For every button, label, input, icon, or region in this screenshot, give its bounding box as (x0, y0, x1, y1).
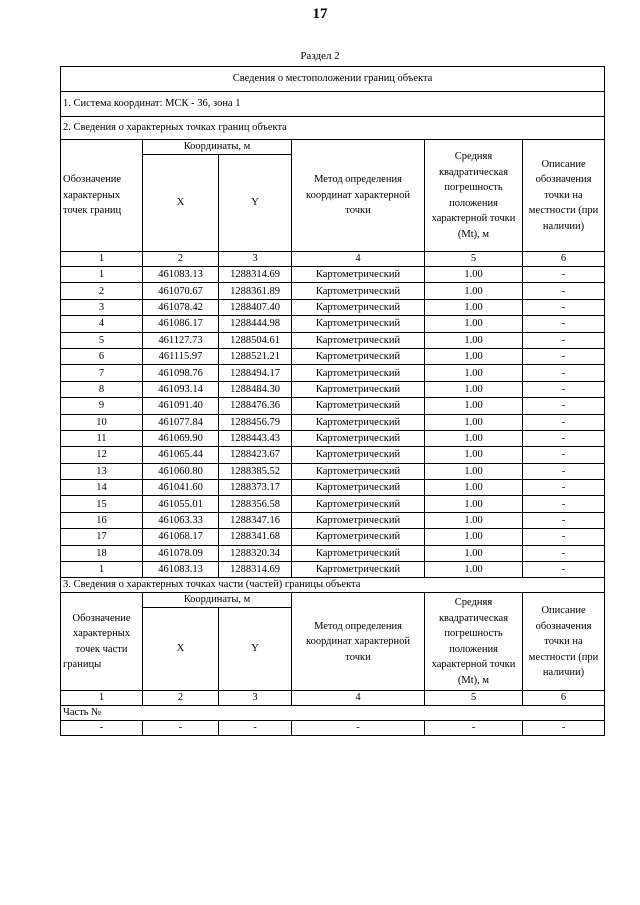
column-numbers-row (61, 252, 605, 267)
header3-y: Y (219, 608, 292, 691)
description-cell: - (523, 348, 605, 364)
header3-description: Описание обозначения точки на местности (при наличии) (523, 593, 605, 691)
coord-x-cell: 461093.14 (143, 381, 219, 397)
description-cell: - (523, 299, 605, 315)
method-cell: Картометрический (292, 430, 425, 446)
col-number: 1 (61, 252, 143, 267)
coord-y-cell: 1288341.68 (219, 529, 292, 545)
table-row (61, 332, 605, 348)
description-cell: - (523, 562, 605, 578)
point-number-cell: 13 (61, 463, 143, 479)
error-mt-cell: 1.00 (425, 480, 523, 496)
description-cell: - (523, 463, 605, 479)
method-cell: Картометрический (292, 480, 425, 496)
table-row (61, 414, 605, 430)
coord-x-cell: 461083.13 (143, 562, 219, 578)
error-mt-cell: 1.00 (425, 430, 523, 446)
method-cell: Картометрический (292, 496, 425, 512)
point-number-cell: 3 (61, 299, 143, 315)
section-title: Раздел 2 (300, 50, 340, 62)
description-cell: - (523, 283, 605, 299)
coord-y-cell: 1288456.79 (219, 414, 292, 430)
description-cell: - (523, 365, 605, 381)
header-error: Средняя квадратическая погрешность положения характерной точки (Mt), м (425, 140, 523, 252)
coord-y-cell: 1288385.52 (219, 463, 292, 479)
table-row (61, 365, 605, 381)
table-title: Сведения о местоположении границ объекта (61, 67, 605, 92)
empty-cell: - (425, 721, 523, 736)
point-number-cell: 4 (61, 316, 143, 332)
coord-x-cell: 461060.80 (143, 463, 219, 479)
error-mt-cell: 1.00 (425, 381, 523, 397)
description-cell: - (523, 496, 605, 512)
description-cell: - (523, 267, 605, 283)
table-row (61, 529, 605, 545)
point-number-cell: 7 (61, 365, 143, 381)
empty-cell: - (143, 721, 219, 736)
description-cell: - (523, 332, 605, 348)
table-row (61, 348, 605, 364)
col-number: 6 (523, 691, 605, 706)
coord-y-cell: 1288356.58 (219, 496, 292, 512)
point-number-cell: 17 (61, 529, 143, 545)
col-number: 5 (425, 691, 523, 706)
method-cell: Картометрический (292, 512, 425, 528)
error-mt-cell: 1.00 (425, 545, 523, 561)
coord-x-cell: 461069.90 (143, 430, 219, 446)
coord-system: 1. Система координат: МСК - 36, зона 1 (61, 92, 605, 117)
point-number-cell: 2 (61, 283, 143, 299)
column-numbers-row-3 (61, 691, 605, 706)
method-cell: Картометрический (292, 299, 425, 315)
description-cell: - (523, 545, 605, 561)
point-number-cell: 9 (61, 398, 143, 414)
empty-cell: - (292, 721, 425, 736)
header3-method: Метод определения координат характерной точки (292, 593, 425, 691)
method-cell: Картометрический (292, 529, 425, 545)
method-cell: Картометрический (292, 316, 425, 332)
coord-x-cell: 461055.01 (143, 496, 219, 512)
coord-x-cell: 461063.33 (143, 512, 219, 528)
col-number: 4 (292, 252, 425, 267)
col-number: 5 (425, 252, 523, 267)
header-x: X (143, 155, 219, 252)
coord-x-cell: 461068.17 (143, 529, 219, 545)
point-number-cell: 16 (61, 512, 143, 528)
table-row (61, 398, 605, 414)
page-number: 17 (312, 6, 328, 22)
coord-y-cell: 1288320.34 (219, 545, 292, 561)
coord-x-cell: 461086.17 (143, 316, 219, 332)
description-cell: - (523, 529, 605, 545)
table-row (61, 480, 605, 496)
section2-title: 2. Сведения о характерных точках границ объекта (61, 117, 605, 140)
method-cell: Картометрический (292, 267, 425, 283)
coord-y-cell: 1288484.30 (219, 381, 292, 397)
coord-y-cell: 1288361.89 (219, 283, 292, 299)
method-cell: Картометрический (292, 545, 425, 561)
error-mt-cell: 1.00 (425, 365, 523, 381)
header3-error: Средняя квадратическая погрешность положения характерной точки (Mt), м (425, 593, 523, 691)
error-mt-cell: 1.00 (425, 398, 523, 414)
coord-x-cell: 461115.97 (143, 348, 219, 364)
col-number: 6 (523, 252, 605, 267)
header3-x: X (143, 608, 219, 691)
method-cell: Картометрический (292, 348, 425, 364)
coord-y-cell: 1288373.17 (219, 480, 292, 496)
table-row (61, 430, 605, 446)
point-number-cell: 8 (61, 381, 143, 397)
description-cell: - (523, 381, 605, 397)
point-number-cell: 12 (61, 447, 143, 463)
error-mt-cell: 1.00 (425, 283, 523, 299)
point-number-cell: 1 (61, 267, 143, 283)
error-mt-cell: 1.00 (425, 414, 523, 430)
coord-x-cell: 461083.13 (143, 267, 219, 283)
coord-x-cell: 461077.84 (143, 414, 219, 430)
empty-cell: - (61, 721, 143, 736)
point-number-cell: 1 (61, 562, 143, 578)
error-mt-cell: 1.00 (425, 299, 523, 315)
coord-y-cell: 1288423.67 (219, 447, 292, 463)
point-number-cell: 6 (61, 348, 143, 364)
coord-y-cell: 1288521.21 (219, 348, 292, 364)
empty-cell: - (523, 721, 605, 736)
table-row (61, 283, 605, 299)
method-cell: Картометрический (292, 365, 425, 381)
error-mt-cell: 1.00 (425, 562, 523, 578)
table-row (61, 562, 605, 578)
description-cell: - (523, 447, 605, 463)
table-row (61, 447, 605, 463)
point-number-cell: 11 (61, 430, 143, 446)
error-mt-cell: 1.00 (425, 463, 523, 479)
col-number: 4 (292, 691, 425, 706)
error-mt-cell: 1.00 (425, 529, 523, 545)
empty-cell: - (219, 721, 292, 736)
description-cell: - (523, 398, 605, 414)
point-number-cell: 18 (61, 545, 143, 561)
table-row (61, 545, 605, 561)
coord-x-cell: 461041.60 (143, 480, 219, 496)
error-mt-cell: 1.00 (425, 332, 523, 348)
coord-x-cell: 461070.67 (143, 283, 219, 299)
point-number-cell: 5 (61, 332, 143, 348)
header-description: Описание обозначения точки на местности (при наличии) (523, 140, 605, 252)
error-mt-cell: 1.00 (425, 316, 523, 332)
point-number-cell: 10 (61, 414, 143, 430)
error-mt-cell: 1.00 (425, 348, 523, 364)
col-number: 2 (143, 691, 219, 706)
boundary-table (60, 66, 605, 736)
table-row (61, 299, 605, 315)
method-cell: Картометрический (292, 381, 425, 397)
col-number: 3 (219, 691, 292, 706)
method-cell: Картометрический (292, 332, 425, 348)
coord-y-cell: 1288347.16 (219, 512, 292, 528)
header-y: Y (219, 155, 292, 252)
coord-y-cell: 1288444.98 (219, 316, 292, 332)
header-coordinates: Координаты, м (143, 140, 292, 155)
table-row (61, 381, 605, 397)
table-row (61, 463, 605, 479)
coord-x-cell: 461078.09 (143, 545, 219, 561)
coord-y-cell: 1288494.17 (219, 365, 292, 381)
description-cell: - (523, 480, 605, 496)
error-mt-cell: 1.00 (425, 512, 523, 528)
description-cell: - (523, 430, 605, 446)
coord-x-cell: 461078.42 (143, 299, 219, 315)
coord-y-cell: 1288407.40 (219, 299, 292, 315)
coord-x-cell: 461065.44 (143, 447, 219, 463)
col-number: 2 (143, 252, 219, 267)
method-cell: Картометрический (292, 283, 425, 299)
coord-x-cell: 461127.73 (143, 332, 219, 348)
header3-designation: Обозначение характерных точек части границы (61, 593, 143, 691)
error-mt-cell: 1.00 (425, 267, 523, 283)
error-mt-cell: 1.00 (425, 496, 523, 512)
coord-y-cell: 1288504.61 (219, 332, 292, 348)
method-cell: Картометрический (292, 562, 425, 578)
coord-y-cell: 1288314.69 (219, 267, 292, 283)
col-number: 3 (219, 252, 292, 267)
col-number: 1 (61, 691, 143, 706)
coord-y-cell: 1288443.43 (219, 430, 292, 446)
description-cell: - (523, 512, 605, 528)
header-designation: Обозначение характерных точек границ (61, 140, 143, 252)
method-cell: Картометрический (292, 463, 425, 479)
point-number-cell: 14 (61, 480, 143, 496)
table-row (61, 512, 605, 528)
part-label: Часть № (61, 706, 605, 721)
table-row (61, 496, 605, 512)
coord-y-cell: 1288314.69 (219, 562, 292, 578)
table-row (61, 316, 605, 332)
header3-coordinates: Координаты, м (143, 593, 292, 608)
coord-x-cell: 461098.76 (143, 365, 219, 381)
description-cell: - (523, 316, 605, 332)
coord-x-cell: 461091.40 (143, 398, 219, 414)
method-cell: Картометрический (292, 414, 425, 430)
coord-y-cell: 1288476.36 (219, 398, 292, 414)
empty-row (61, 721, 605, 736)
header-method: Метод определения координат характерной точки (292, 140, 425, 252)
description-cell: - (523, 414, 605, 430)
method-cell: Картометрический (292, 398, 425, 414)
section3-title: 3. Сведения о характерных точках части (частей) границы объекта (61, 578, 605, 593)
table-row (61, 267, 605, 283)
point-number-cell: 15 (61, 496, 143, 512)
method-cell: Картометрический (292, 447, 425, 463)
error-mt-cell: 1.00 (425, 447, 523, 463)
